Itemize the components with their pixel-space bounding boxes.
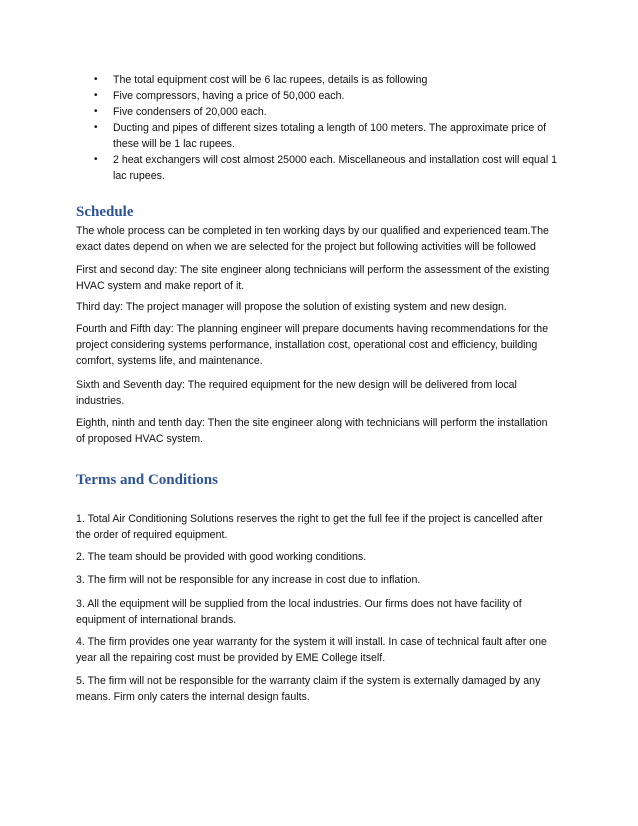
bullet-icon: •	[94, 90, 98, 101]
terms-item-3: 3. The firm will not be responsible for any increase in cost due to inflation.	[76, 574, 421, 586]
cost-bullet-list	[76, 72, 566, 184]
bullet-item: • Ducting and pipes of different sizes totaling a length of 100 meters. The approximate price of these will be 1 lac rupees.	[94, 122, 547, 150]
bullet-icon: •	[94, 106, 98, 117]
bullet-item: • 2 heat exchangers will cost almost 25000 each. Miscellaneous and installation cost will equal 1 lac rupees.	[94, 154, 558, 182]
bullet-item: • Five condensers of 20,000 each.	[94, 106, 267, 118]
schedule-heading: Schedule	[76, 204, 134, 220]
bullet-item: • Five compressors, having a price of 50,000 each.	[94, 90, 345, 102]
schedule-day-6-7: Sixth and Seventh day: The required equipment for the new design will be delivered from local industries.	[76, 379, 517, 407]
bullet-icon: •	[94, 122, 98, 133]
terms-item-3b: 3. All the equipment will be supplied from the local industries. Our firms does not have facility of equipment of international brands.	[76, 598, 522, 626]
terms-item-2: 2. The team should be provided with good working conditions.	[76, 551, 367, 563]
schedule-day-8-10: Eighth, ninth and tenth day: Then the site engineer along with technicians will perform the installation of proposed HVAC system.	[76, 417, 548, 445]
bullet-icon: •	[94, 154, 98, 165]
bullet-icon: •	[94, 74, 98, 85]
schedule-intro: The whole process can be completed in ten working days by our qualified and experienced team.The exact dates depend on when we are selected for the project but following activities will be followed	[76, 225, 549, 253]
schedule-day-3: Third day: The project manager will propose the solution of existing system and new design.	[76, 301, 507, 313]
schedule-day-4-5: Fourth and Fifth day: The planning engineer will prepare documents having recommendations for the project considering systems performance, installation cost, operational cost and efficiency, building comfort, systems life, and maintenance.	[76, 323, 549, 367]
terms-item-5: 5. The firm will not be responsible for the warranty claim if the system is externally damaged by any means. Firm only caters the internal design faults.	[76, 675, 541, 703]
terms-item-1: 1. Total Air Conditioning Solutions reserves the right to get the full fee if the project is cancelled after the order of required equipment.	[76, 513, 543, 541]
terms-item-4: 4. The firm provides one year warranty for the system it will install. In case of technical fault after one year all the repairing cost must be provided by EME College itself.	[76, 636, 547, 664]
bullet-item: • The total equipment cost will be 6 lac rupees, details is as following	[94, 74, 428, 86]
schedule-day-1-2: First and second day: The site engineer along technicians will perform the assessment of the existing HVAC system and make report of it.	[76, 264, 550, 292]
terms-heading: Terms and Conditions	[76, 472, 218, 488]
